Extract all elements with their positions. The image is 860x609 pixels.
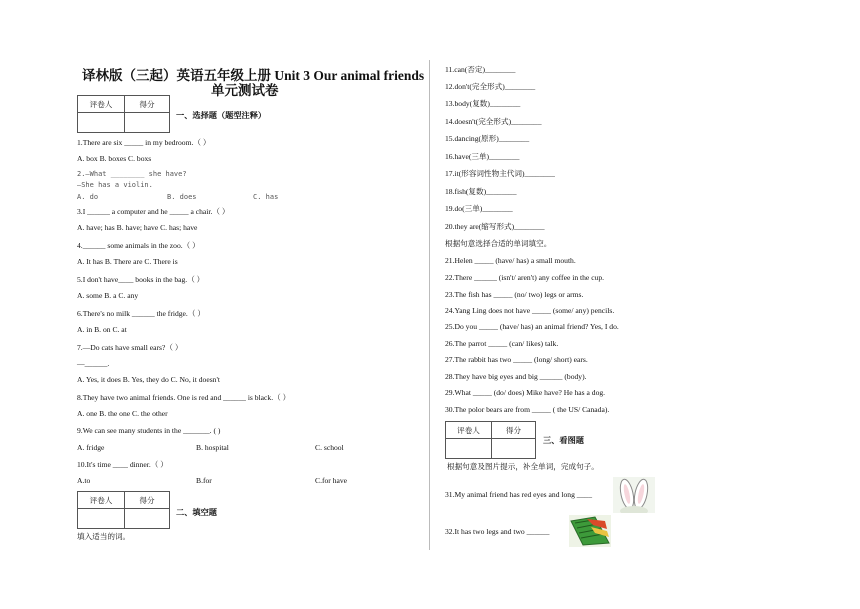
question-4-options: A. It has B. There are C. There is <box>77 257 178 266</box>
choose-instruction: 根据句意选择合适的单词填空。 <box>445 239 552 248</box>
question-4: 4.______ some animals in the zoo.（ ） <box>77 241 200 250</box>
question-5-options: A. some B. a C. any <box>77 291 139 300</box>
question-24: 24.Yang Ling does not have _____ (some/ any) pencils. <box>445 306 615 315</box>
question-10-option-c: C.for have <box>315 476 348 485</box>
question-10-option-a: A.to <box>77 476 91 485</box>
score-table-header-reviewer: 评卷人 <box>78 96 125 113</box>
parrot-wings-picture <box>569 515 611 547</box>
question-10-option-b: B.for <box>196 476 212 485</box>
question-20: 20.they are(缩写形式)________ <box>445 222 545 231</box>
question-16: 16.have(三单)________ <box>445 152 520 161</box>
question-27: 27.The rabbit has two _____ (long/ short) ears. <box>445 355 588 364</box>
question-1-options: A. box B. boxes C. boxs <box>77 154 152 163</box>
question-2-option-a: A. do <box>77 193 99 201</box>
score-table-2 <box>77 491 170 529</box>
question-8-options: A. one B. the one C. the other <box>77 409 168 418</box>
question-2-line1: 2.—What ________ she have? <box>77 170 187 178</box>
question-2-option-c: C. has <box>253 193 279 201</box>
score-table-header-score: 得分 <box>125 96 170 113</box>
question-10: 10.It's time ____ dinner.（ ） <box>77 460 168 469</box>
question-1: 1.There are six _____ in my bedroom.（ ） <box>77 138 211 147</box>
question-11: 11.can(否定)________ <box>445 65 516 74</box>
question-3-options: A. have; has B. have; have C. has; have <box>77 223 198 232</box>
question-12: 12.don't(完全形式)________ <box>445 82 536 91</box>
question-31: 31.My animal friend has red eyes and long ____ <box>445 490 592 499</box>
score-cell <box>125 113 170 133</box>
score-table-1 <box>77 95 170 133</box>
rabbit-ears-picture <box>613 477 655 513</box>
section-3-heading: 三、看图题 <box>543 436 584 445</box>
question-3: 3.I ______ a computer and he _____ a chair.（ ） <box>77 207 230 216</box>
question-7-options: A. Yes, it does B. Yes, they do C. No, it doesn't <box>77 375 220 384</box>
title-line2: 单元测试卷 <box>211 83 279 98</box>
question-26: 26.The parrot _____ (can/ likes) talk. <box>445 339 559 348</box>
question-2-line2: —She has a violin. <box>77 181 153 189</box>
question-28: 28.They have big eyes and big ______ (body). <box>445 372 587 381</box>
question-9-option-b: B. hospital <box>196 443 229 452</box>
question-25: 25.Do you _____ (have/ has) an animal friend? Yes, I do. <box>445 322 619 331</box>
section-1-heading: 一、选择题（题型注释） <box>176 111 267 120</box>
question-14: 14.doesn't(完全形式)________ <box>445 117 542 126</box>
question-2-option-b: B. does <box>167 193 197 201</box>
section-2-heading: 二、填空题 <box>176 508 217 517</box>
column-divider <box>429 60 430 550</box>
score-cell <box>492 439 536 459</box>
question-9-option-c: C. school <box>315 443 344 452</box>
question-23: 23.The fish has _____ (no/ two) legs or arms. <box>445 290 584 299</box>
title-line1: 译林版（三起）英语五年级上册 Unit 3 Our animal friends <box>82 68 425 83</box>
score-table-header-reviewer: 评卷人 <box>78 492 125 509</box>
question-7: 7.—Do cats have small ears?（ ） <box>77 343 183 352</box>
picture-instruction: 根据句意及图片提示，补全单词，完成句子。 <box>447 462 599 471</box>
question-9: 9.We can see many students in the _______. ( ) <box>77 426 221 435</box>
question-5: 5.I don't have____ books in the bag.（ ） <box>77 275 205 284</box>
score-cell <box>125 509 170 529</box>
question-15: 15.dancing(原形)________ <box>445 134 530 143</box>
question-30: 30.The polor bears are from _____ ( the US/ Canada). <box>445 405 610 414</box>
question-22: 22.There ______ (isn't/ aren't) any coffee in the cup. <box>445 273 605 282</box>
question-17: 17.it(形容词性物主代词)________ <box>445 169 555 178</box>
question-9-option-a: A. fridge <box>77 443 105 452</box>
question-13: 13.body(复数)________ <box>445 99 521 108</box>
question-18: 18.fish(复数)________ <box>445 187 517 196</box>
question-19: 19.do(三单)________ <box>445 204 513 213</box>
score-table-header-score: 得分 <box>125 492 170 509</box>
question-6-options: A. in B. on C. at <box>77 325 127 334</box>
question-6: 6.There's no milk ______ the fridge.（ ） <box>77 309 205 318</box>
score-table-header-reviewer: 评卷人 <box>446 422 492 439</box>
fill-instruction: 填入适当的词。 <box>77 532 131 541</box>
score-table-header-score: 得分 <box>492 422 536 439</box>
score-table-3 <box>445 421 536 459</box>
question-21: 21.Helen _____ (have/ has) a small mouth. <box>445 256 576 265</box>
question-7-answer-line: —______. <box>77 359 110 368</box>
question-32: 32.It has two legs and two ______ <box>445 527 550 536</box>
score-cell <box>78 113 125 133</box>
score-cell <box>78 509 125 529</box>
question-29: 29.What _____ (do/ does) Mike have? He has a dog. <box>445 388 606 397</box>
question-8: 8.They have two animal friends. One is red and ______ is black.（ ） <box>77 393 291 402</box>
score-cell <box>446 439 492 459</box>
